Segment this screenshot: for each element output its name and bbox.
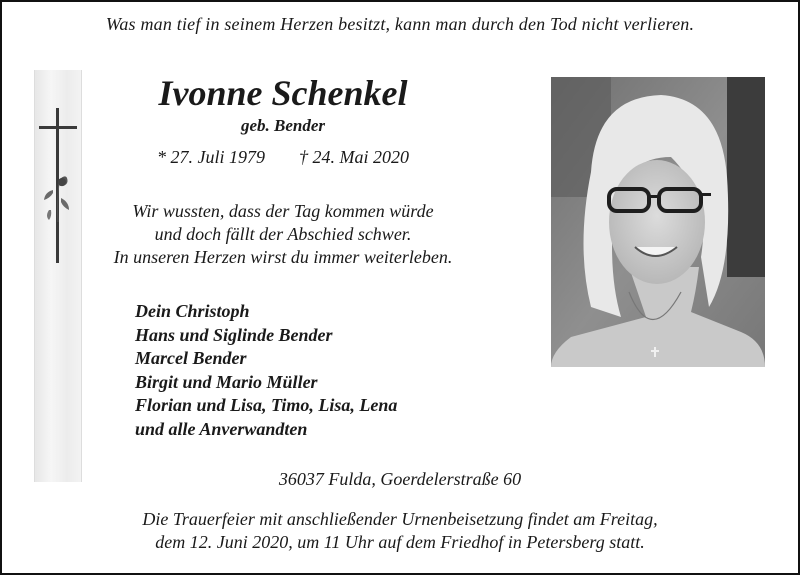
portrait-photo [551,77,765,367]
mourner-entry: und alle Anverwandten [135,418,308,439]
verse-line: Wir wussten, dass der Tag kommen würde [132,201,434,221]
life-dates [90,147,476,168]
deceased-name: Ivonne Schenkel [158,73,408,113]
ceremony-line: Die Trauerfeier mit anschließender Urnenbeisetzung findet am Freitag, [142,509,658,529]
maiden-name: geb. Bender [240,116,326,135]
memorial-verse [80,200,486,269]
ceremony-info [0,508,800,554]
mourner-entry: Birgit und Mario Müller [135,371,318,392]
mourner-entry: Hans und Siglinde Bender [135,324,333,345]
death-date: † 24. Mai 2020 [299,147,409,167]
motto-quote: Was man tief in seinem Herzen besitzt, kann man durch den Tod nicht verlieren. [105,14,695,34]
mourner-entry: Florian und Lisa, Timo, Lisa, Lena [135,395,398,415]
mourner-entry: Marcel Bender [135,348,247,368]
decorative-strip [34,70,82,482]
mourning-address: 36037 Fulda, Goerdelerstraße 60 [278,469,522,489]
ceremony-line: dem 12. Juni 2020, um 11 Uhr auf dem Friedhof in Petersberg statt. [155,532,645,552]
verse-line: und doch fällt der Abschied schwer. [154,224,412,244]
verse-line: In unseren Herzen wirst du immer weiterleben. [113,247,453,267]
birth-date: * 27. Juli 1979 [157,147,265,167]
mourner-entry: Dein Christoph [135,301,250,321]
mourners-list [135,300,495,441]
cross-with-rose-icon [35,70,81,482]
